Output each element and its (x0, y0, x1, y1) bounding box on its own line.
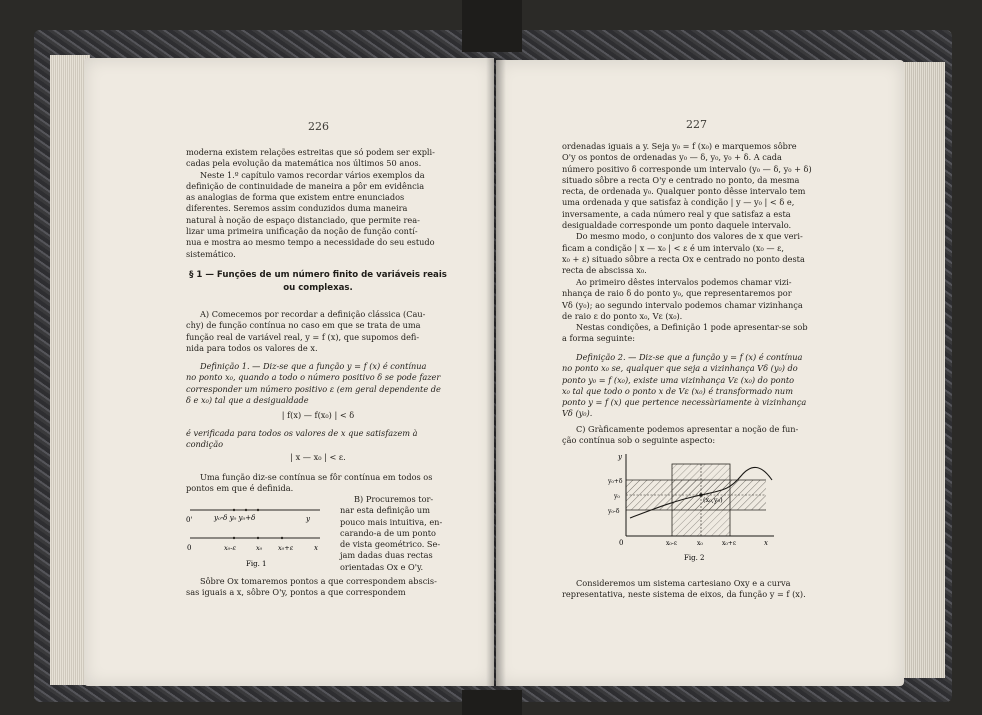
fig2-xtick-mid: x₀ (697, 540, 703, 547)
text-line: ponto y₀ = f (x₀), existe uma vizinhança Vε (x₀) do ponto (562, 374, 795, 385)
gutter-shadow (486, 58, 506, 686)
text-line: O'y os pontos de ordenadas y₀ — δ, y₀, y₀ + δ. A cada (562, 152, 782, 163)
text-line: desigualdade corresponde um ponto daquele intervalo. (562, 220, 792, 231)
right-page-number: 227 (686, 118, 707, 131)
tick-point (257, 537, 259, 539)
text-line: Nestas condições, a Definição 1 pode apresentar-se sob (576, 322, 808, 332)
text-line: lizar uma primeira unificação da noção de função contí- (186, 226, 418, 237)
fig1-top-end: y (306, 515, 310, 523)
fig1-label-x0-eps: x₀-ε (224, 544, 236, 552)
fig2-xtick-left: x₀-ε (666, 540, 677, 547)
text-line: recta de abscissa x₀. (562, 265, 647, 276)
text-line: recta, de ordenada y₀. Qualquer ponto dêsse intervalo tem (562, 186, 806, 197)
fig2-point-label: (x₀,y₀) (703, 496, 723, 504)
text-line: A) Comecemos por recordar a definição clássica (Cau- (200, 309, 426, 319)
definition-2 (562, 352, 828, 420)
figure-1 (184, 500, 334, 572)
text-line: ponto y = f (x) que pertence necessàriamente à vizinhança (562, 397, 807, 408)
text-line: Vδ (y₀); ao segundo intervalo podemos chamar vizinhança (562, 299, 803, 310)
text-line: inversamente, a cada número real y que satisfaz a esta (562, 208, 791, 219)
text-line: C) Gràficamente podemos apresentar a noção de fun- (576, 424, 799, 434)
text-line: de raio ε do ponto x₀, Vε (x₀). (562, 310, 683, 321)
text-line: ção contínua sob o seguinte aspecto: (562, 435, 716, 446)
text-line: a forma seguinte: (562, 333, 635, 344)
tick-point (233, 509, 235, 511)
tick-point (257, 509, 259, 511)
fig1-label-x0: x₀ (256, 544, 263, 552)
text-line: Definição 2. — Diz-se que a função y = f (x) é contínua (576, 352, 803, 362)
text-line: nar esta definição um (340, 505, 430, 516)
fig2-caption: Fig. 2 (684, 554, 705, 562)
right-paragraph-1 (562, 141, 828, 277)
fig1-origin-bottom: 0 (187, 544, 192, 552)
formula-2: | x — x₀ | < ε. (290, 452, 346, 462)
tick-point (281, 537, 283, 539)
text-line: condição (186, 439, 224, 450)
tick-point (233, 537, 235, 539)
text-line: Uma função diz-se contínua se fôr contínua em todos os (200, 472, 433, 482)
text-line: ficam a condição | x — x₀ | < ε é um intervalo (x₀ — ε, (562, 242, 784, 253)
text-line: uma ordenada y que satisfaz à condição | y — y₀ | < δ e, (562, 197, 795, 208)
text-line: número positivo δ corresponde um intervalo (y₀ — δ, y₀ + δ) (562, 163, 812, 174)
text-line: Do mesmo modo, o conjunto dos valores de x que veri- (576, 231, 803, 242)
text-line: definição de continuidade de maneira a pôr em evidência (186, 180, 425, 191)
text-line: Neste 1.º capítulo vamos recordar vários exemplos da (200, 169, 425, 180)
section-heading-line1: § 1 — Funções de um número finito de variáveis reais (189, 270, 447, 280)
text-line: cadas pela evolução da matemática nos últimos 50 anos. (186, 158, 422, 169)
paragraph-c (562, 424, 828, 447)
fig1-label-x0-plus-eps: x₀+ε (278, 544, 294, 552)
text-line: diferentes. Seremos assim conduzidos duma maneira (186, 203, 408, 214)
fig1-caption: Fig. 1 (246, 560, 267, 568)
text-line: chy) de função contínua no caso em que se trata de uma (186, 320, 421, 331)
tick-point (245, 509, 247, 511)
text-line: Ao primeiro dêstes intervalos podemos chamar vizi- (576, 277, 792, 287)
fig2-y-axis-label: y (618, 453, 622, 461)
text-line: moderna existem relações estreitas que só podem ser expli- (186, 147, 435, 157)
text-line: jam dadas duas rectas (340, 550, 433, 561)
fig1-bottom-end: x (314, 544, 318, 552)
text-line: Consideremos um sistema cartesiano Oxy e a curva (576, 578, 791, 588)
text-line: no ponto x₀ se, qualquer que seja a vizinhança Vδ (y₀) do (562, 363, 798, 374)
text-line: é verificada para todos os valores de x que satisfazem à (186, 428, 418, 438)
text-line: x₀ + ε) situado sôbre a recta Ox e centrado no ponto desta (562, 253, 805, 264)
paragraph-a (186, 309, 450, 354)
text-line: nida para todos os valores de x. (186, 342, 318, 353)
fig1-top-labels: y₀-δ y₀ y₀+δ (214, 514, 256, 522)
text-line: corresponder um número positivo ε (em geral dependente de (186, 383, 441, 394)
text-line: sistemático. (186, 248, 236, 259)
definition-1 (186, 361, 450, 406)
text-line: Vδ (y₀). (562, 408, 593, 419)
text-line: função real de variável real, y = f (x), que supomos defi- (186, 331, 420, 342)
text-line: pouco mais intuitiva, en- (340, 516, 443, 527)
text-line: nua e mostra ao mesmo tempo a necessidade do seu estudo (186, 237, 435, 248)
fig2-ytick-upper: y₀+δ (608, 478, 623, 485)
fig2-ytick-lower: y₀-δ (608, 508, 620, 515)
paragraph-b (340, 494, 450, 573)
text-line: situado sôbre a recta O'y e centrado no ponto, da mesma (562, 174, 800, 185)
text-line: nhança de raio δ do ponto y₀, que representaremos por (562, 288, 792, 299)
left-page-number: 226 (308, 120, 329, 133)
text-line: sas iguais a x, sôbre O'y, pontos a que correspondem (186, 587, 406, 598)
figure-2 (606, 450, 786, 568)
verification-text (186, 428, 450, 451)
text-line: as analogias de forma que existem entre enunciados (186, 192, 405, 203)
text-line: ordenadas iguais a y. Seja y₀ = f (x₀) e marquemos sôbre (562, 141, 797, 151)
left-intro (186, 147, 450, 260)
page-edges-right (900, 62, 945, 678)
text-line: carando-a de um ponto (340, 527, 436, 538)
fig2-ytick-mid: y₀ (614, 493, 620, 500)
text-line: Definição 1. — Diz-se que a função y = f (x) é contínua (200, 361, 427, 371)
text-line: representativa, neste sistema de eixos, da função y = f (x). (562, 589, 806, 600)
left-closing (186, 576, 450, 599)
continuity-paragraph (186, 472, 450, 495)
fig2-xtick-right: x₀+ε (722, 540, 736, 547)
text-line: δ e x₀) tal que a desigualdade (186, 394, 309, 405)
fig2-origin: 0 (619, 539, 624, 547)
text-line: x₀ tal que todo o ponto x de Vε (x₀) é transformado num (562, 385, 793, 396)
text-line: pontos em que é definida. (186, 483, 294, 494)
text-line: Sôbre Ox tomaremos pontos a que correspondem abscis- (200, 576, 437, 586)
section-heading (186, 269, 450, 295)
text-line: de vista geométrico. Se- (340, 539, 441, 550)
right-paragraph-2 (562, 277, 828, 322)
text-line: natural à noção de espaço distanciado, que permite rea- (186, 214, 420, 225)
binding-top (462, 0, 522, 52)
fig1-origin-top: 0' (186, 516, 193, 524)
text-line: orientadas Ox e O'y. (340, 561, 424, 572)
formula-1: | f(x) — f(x₀) | < δ (281, 410, 355, 420)
right-closing (562, 578, 828, 601)
text-line: no ponto x₀, quando a todo o número positivo δ se pode fazer (186, 372, 441, 383)
right-paragraph-3 (562, 322, 828, 345)
section-heading-line2: ou complexas. (283, 283, 353, 293)
fig2-x-axis-label: x (764, 539, 768, 547)
binding-bottom (462, 690, 522, 715)
text-line: B) Procuremos tor- (354, 494, 434, 504)
